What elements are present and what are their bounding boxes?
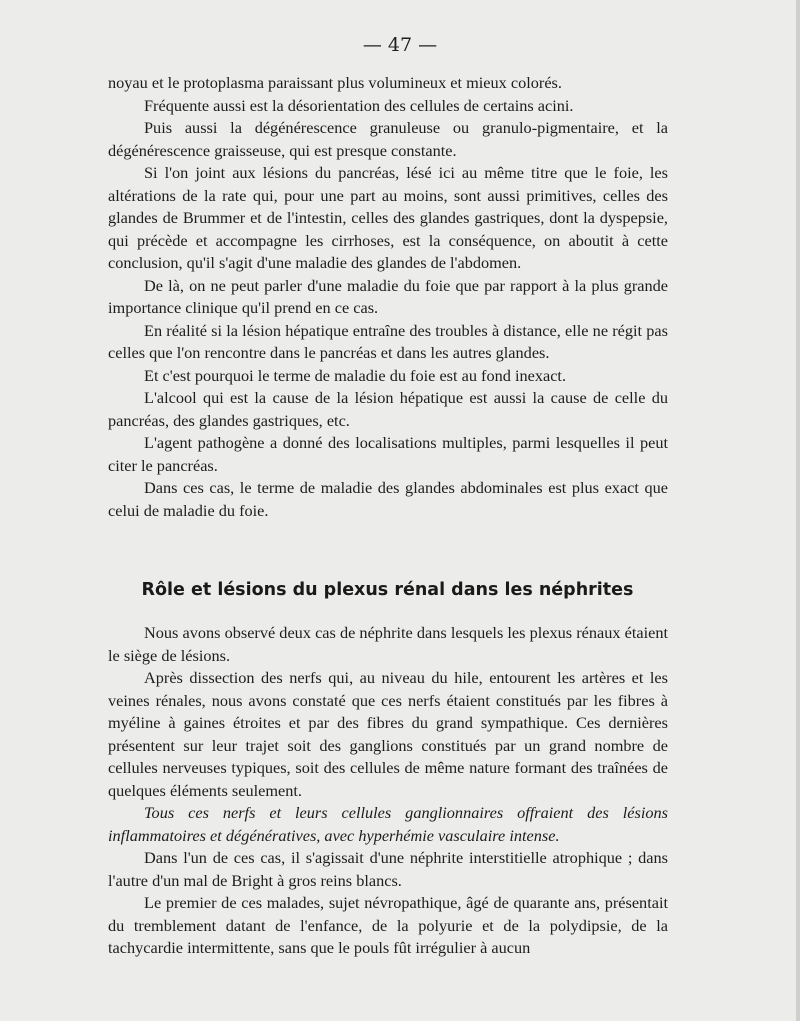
- paragraph: Dans ces cas, le terme de maladie des glandes abdominales est plus exact que celui de maladie du foie.: [108, 478, 668, 520]
- paragraph: En réalité si la lésion hépatique entraîne des troubles à distance, elle ne régit pas celles que l'on rencontre dans le pancréas et dans les autres glandes.: [108, 320, 668, 362]
- paragraph: Puis aussi la dégénérescence granuleuse ou granulo-pigmentaire, et la dégénérescence graisseuse, qui est presque constante.: [108, 118, 668, 160]
- body-text-top: [108, 72, 668, 522]
- paragraph: L'agent pathogène a donné des localisations multiples, parmi lesquelles il peut citer le pancréas.: [108, 433, 668, 475]
- paragraph: noyau et le protoplasma paraissant plus volumineux et mieux colorés.: [108, 73, 562, 92]
- page-number: — 47 —: [362, 34, 438, 56]
- paragraph: De là, on ne peut parler d'une maladie du foie que par rapport à la plus grande importance clinique qu'il prend en ce cas.: [108, 275, 668, 317]
- paragraph: Si l'on joint aux lésions du pancréas, lésé ici au même titre que le foie, les altérations de la rate qui, pour une part au moins, sont aussi primitives, celles des glandes de Brummer et de l'intestin, celles des glandes gastriques, dont la dyspepsie, qui précède et accompagne les cirrhoses, est la conséquence, on aboutit à cette conclusion, qu'il s'agit d'une maladie des glandes de l'abdomen.: [108, 163, 668, 272]
- paragraph: Le premier de ces malades, sujet névropathique, âgé de quarante ans, présentait du tremblement datant de l'enfance, de la polyurie et de la polydipsie, de la tachycardie intermittente, sans que le pouls fût irrégulier à aucun: [108, 893, 668, 957]
- paragraph: Et c'est pourquoi le terme de maladie du foie est au fond inexact.: [144, 365, 567, 385]
- paragraph: Après dissection des nerfs qui, au niveau du hile, entourent les artères et les veines rénales, nous avons constaté que ces nerfs étaient constitués par les fibres à myéline à gaines étroites et par des fibres du grand sympathique. Ces dernières présentent sur leur trajet soit des ganglions constitués par un grand nombre de cellules nerveuses typiques, soit des cellules de même nature formant des traînées de quelques éléments seulement.: [108, 668, 668, 800]
- paragraph: Fréquente aussi est la désorientation des cellules de certains acini.: [144, 95, 574, 115]
- paragraph-italic: Tous ces nerfs et leurs cellules ganglionnaires offraient des lésions inflammatoires et dégénératives, avec hyperhémie vasculaire intense.: [108, 803, 668, 845]
- body-text-bottom: [108, 622, 668, 960]
- paragraph: Dans l'un de ces cas, il s'agissait d'une néphrite interstitielle atrophique ; dans l'autre d'un mal de Bright à gros reins blancs.: [108, 848, 668, 890]
- paragraph: Nous avons observé deux cas de néphrite dans lesquels les plexus rénaux étaient le siège de lésions.: [108, 623, 668, 665]
- section-heading: Rôle et lésions du plexus rénal dans les néphrites: [141, 580, 634, 600]
- paragraph: L'alcool qui est la cause de la lésion hépatique est aussi la cause de celle du pancréas, des glandes gastriques, etc.: [108, 388, 668, 430]
